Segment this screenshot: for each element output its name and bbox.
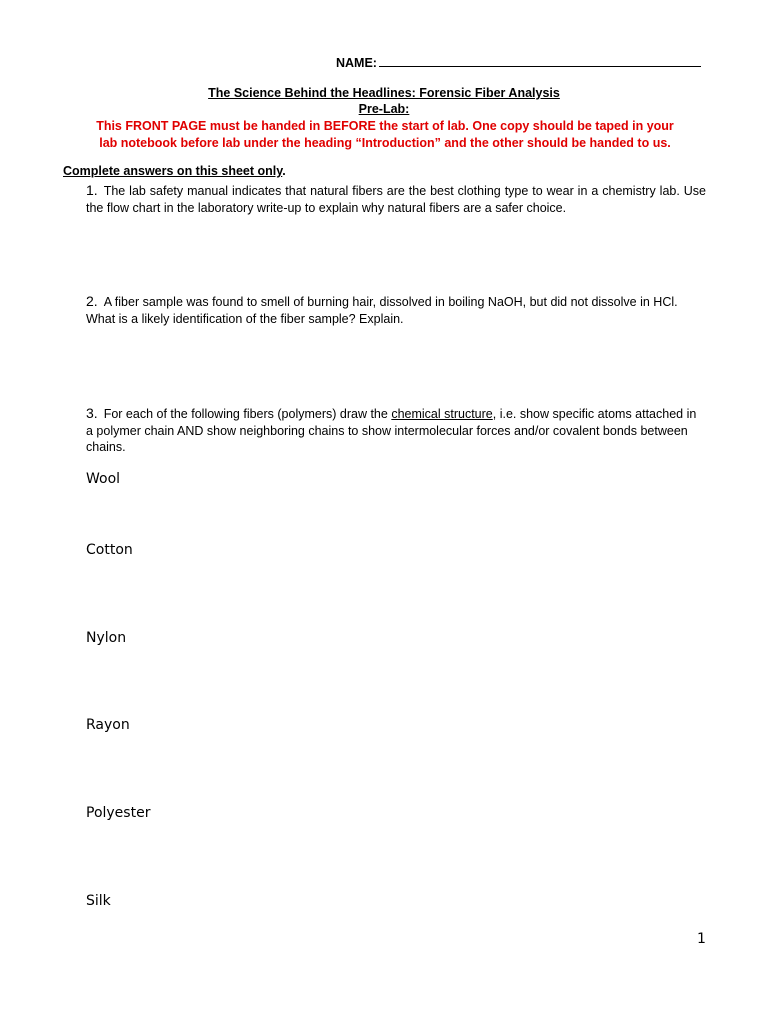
warning-line-1: This FRONT PAGE must be handed in BEFORE the start of lab. One copy should be taped in your: [96, 119, 674, 133]
question-text: The lab safety manual indicates that natural fibers are the best clothing type to wear in a chemistry lab. Use the flow chart in the laboratory write-up to explain why natural fibers are a safer choice.: [86, 184, 706, 215]
name-blank-line: [379, 54, 701, 67]
question-text-before: For each of the following fibers (polymers) draw the: [103, 407, 392, 421]
question-number: 3.: [86, 405, 98, 421]
name-label: NAME:: [336, 56, 377, 70]
question-3: [86, 405, 706, 456]
document-subtitle: Pre-Lab:: [358, 102, 410, 116]
question-text: A fiber sample was found to smell of burning hair, dissolved in boiling NaOH, but did not dissolve in HCl. What is a likely identification of the fiber sample? Explain.: [86, 295, 678, 326]
fiber-label-polyester: Polyester: [86, 805, 151, 821]
fiber-label-rayon: Rayon: [86, 717, 130, 733]
name-field: [336, 54, 701, 70]
question-text-underlined: chemical structure: [391, 407, 493, 421]
question-1: [86, 182, 706, 216]
fiber-label-cotton: Cotton: [86, 542, 133, 558]
fiber-label-nylon: Nylon: [86, 630, 127, 646]
question-2: [86, 293, 706, 327]
question-number: 2.: [86, 293, 98, 309]
fiber-label-wool: Wool: [86, 471, 121, 487]
instructions-emphasis: only: [257, 164, 283, 178]
question-number: 1.: [86, 182, 98, 198]
instructions-prefix: Complete answers on this sheet: [63, 164, 258, 178]
instructions-suffix: .: [282, 164, 286, 178]
question-text-after: , i.e. show specific atoms attached in a polymer chain AND show neighboring chains to show intermolecular forces and/or covalent bonds between chains.: [86, 407, 697, 454]
submission-warning: [60, 118, 710, 152]
document-title: The Science Behind the Headlines: Forensic Fiber Analysis: [208, 86, 560, 100]
fiber-label-silk: Silk: [86, 893, 111, 909]
warning-line-2: lab notebook before lab under the heading “Introduction” and the other should be handed to us.: [99, 136, 671, 150]
instructions: [63, 164, 286, 178]
page-number: 1: [697, 931, 706, 947]
